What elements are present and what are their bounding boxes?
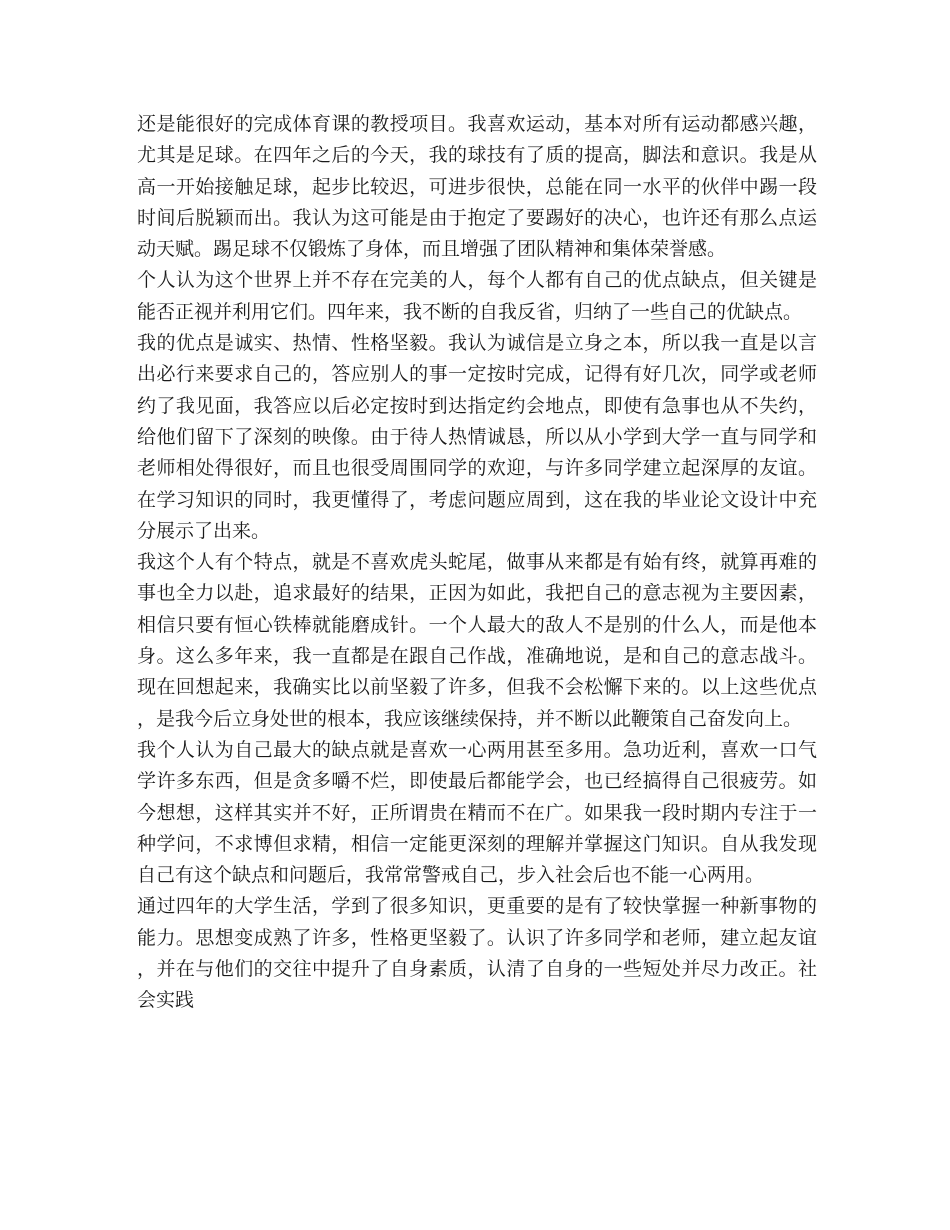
paragraph-self-reflection: 个人认为这个世界上并不存在完美的人，每个人都有自己的优点缺点，但关键是能否正视并利用它们。四年来，我不断的自我反省，归纳了一些自己的优缺点。 xyxy=(137,269,817,323)
paragraph-perseverance: 我这个人有个特点，就是不喜欢虎头蛇尾，做事从来都是有始有终，就算再难的事也全力以赴，追求最好的结果，正因为如此，我把自己的意志视为主要因素，相信只要有恒心铁棒就能磨成针。一个人最大的敌人不是别的什么人，而是他本身。这么多年来，我一直都是在跟自己作战，准确地说，是和自己的意志战斗。现在回想起来，我确实比以前坚毅了许多，但我不会松懈下来的。以上这些优点，是我今后立身处世的根本，我应该继续保持，并不断以此鞭策自己奋发向上。 xyxy=(137,551,817,730)
paragraph-strengths: 我的优点是诚实、热情、性格坚毅。我认为诚信是立身之本，所以我一直是以言出必行来要求自己的，答应别人的事一定按时完成，记得有好几次，同学或老师约了我见面，我答应以后必定按时到达指定约会地点，即使有急事也从不失约，给他们留下了深刻的映像。由于待人热情诚恳，所以从小学到大学一直与同学和老师相处得很好，而且也很受周围同学的欢迎，与许多同学建立起深厚的友谊。在学习知识的同时，我更懂得了，考虑问题应周到，这在我的毕业论文设计中充分展示了出来。 xyxy=(137,332,817,542)
paragraph-sports: 还是能很好的完成体育课的教授项目。我喜欢运动，基本对所有运动都感兴趣，尤其是足球。在四年之后的今天，我的球技有了质的提高，脚法和意识。我是从高一开始接触足球，起步比较迟，可进步很快，总能在同一水平的伙伴中踢一段时间后脱颖而出。我认为这可能是由于抱定了要踢好的决心，也许还有那么点运动天赋。踢足球不仅锻炼了身体，而且增强了团队精神和集体荣誉感。 xyxy=(137,113,817,261)
paragraph-university-life: 通过四年的大学生活，学到了很多知识，更重要的是有了较快掌握一种新事物的能力。思想变成熟了许多，性格更坚毅了。认识了许多同学和老师，建立起友谊，并在与他们的交往中提升了自身素质，认清了自身的一些短处并尽力改正。社会实践 xyxy=(137,895,817,1012)
document-body xyxy=(137,109,817,1017)
paragraph-weakness: 我个人认为自己最大的缺点就是喜欢一心两用甚至多用。急功近利，喜欢一口气学许多东西，但是贪多嚼不烂，即使最后都能学会，也已经搞得自己很疲劳。如今想想，这样其实并不好，正所谓贵在精而不在广。如果我一段时期内专注于一种学问，不求博但求精，相信一定能更深刻的理解并掌握这门知识。自从我发现自己有这个缺点和问题后，我常常警戒自己，步入社会后也不能一心两用。 xyxy=(137,738,817,887)
